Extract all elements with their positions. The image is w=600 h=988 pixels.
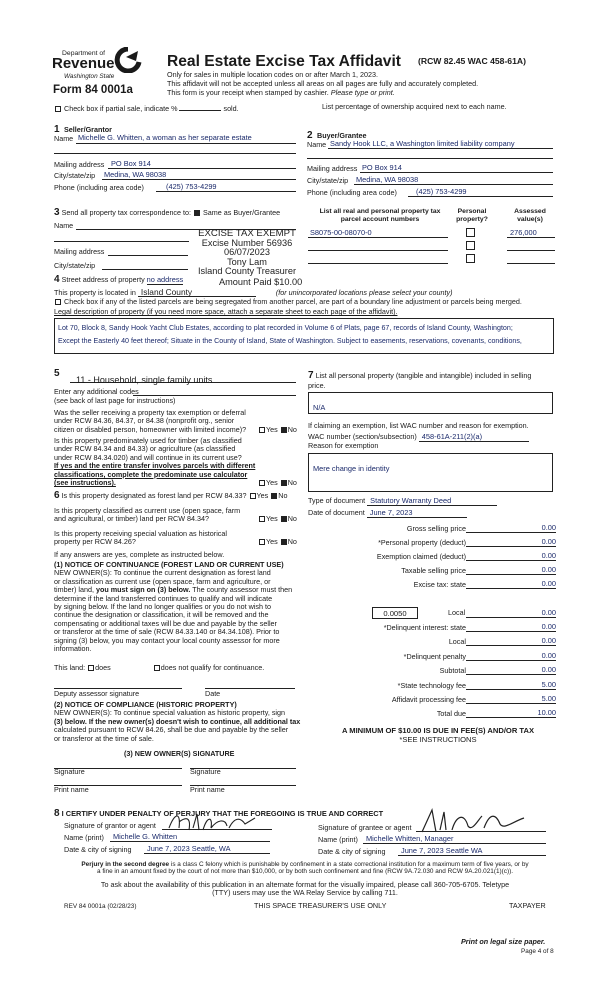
fee-exemption-label: Exemption claimed (deduct) [376,552,466,561]
n2-line1: NEW OWNER(S): To continue special valuation as historic property, sign [54,708,286,718]
county-label: This property is located in [54,288,136,297]
q-timber-answer [258,479,297,487]
n2-line2: (3) below. If the new owner(s) doesn't wish to continue, all additional tax [54,716,301,726]
seller-mail-label: Mailing address [54,160,105,169]
n1-line10: information. [54,644,92,654]
q-timber-3: under RCW 84.34.020) and will continue in its current use? [54,452,242,462]
dept-line3: Washington State [64,73,115,80]
parcels-col2 [450,208,494,224]
fee-personal-line [466,546,556,547]
stamp-line2: Excise Number 56936 [201,237,293,248]
partial-sale-checkbox[interactable] [55,106,61,112]
segregated-label: Check box if any of the listed parcels are being segregated from another parcel, are part of a boundary line adjustment or parcels being merged. [64,297,522,306]
subtitle-3b: Please type or print. [330,88,395,97]
fee-delinq-int-local-value[interactable]: 0.00 [541,636,556,645]
deputy-sig-label: Deputy assessor signature [54,689,140,698]
grantee-date-label: Date & city of signing [318,847,386,856]
q-timber-no-label: No [287,478,297,487]
q-historic-answer [258,538,297,546]
fee-tech-value[interactable]: 5.00 [541,680,556,689]
section8-num: 8 [54,808,60,819]
section3-text: Send all property tax correspondence to: [61,208,192,217]
seller-city-line [102,179,296,180]
section3-mail-label: Mailing address [54,247,105,256]
q-exemption-no-checkbox[interactable] [281,427,287,433]
new-owner-sig-label-2: Signature [190,767,221,776]
stamp-line6: Amount Paid $10.00 [219,277,303,287]
stamp-line5: Island County Treasurer [197,266,297,277]
q-historic-2: property per RCW 84.26? [54,537,136,547]
section7-text2: price. [308,381,326,390]
buyer-mail-label: Mailing address [307,164,358,173]
reason-label: Reason for exemption [308,441,379,450]
grantee-name-line [363,843,546,844]
subtitle-1: Only for sales in multiple location codes on or after March 1, 2023. [167,70,378,79]
same-as-buyer-label: Same as Buyer/Grantee [203,208,281,217]
q-timber-6: (see instructions). [54,478,116,488]
fee-personal-value[interactable]: 0.00 [541,537,556,546]
q-exemption [54,409,246,434]
fee-subtotal-value[interactable]: 0.00 [541,665,556,674]
alt-format-notice [40,881,570,898]
q-forest-label: Is this property designated as forest land per RCW 84.33? [61,491,247,500]
legal-line-2: Except the Easterly 40 feet thereof; Situate in the County of Island, State of Washington. Subject to easements, reservations, covenants, conditions, [58,337,522,345]
q-timber-yes-checkbox[interactable] [259,480,265,486]
parcels-col2-b: property? [456,216,488,223]
buyer-name-line [328,148,553,149]
rcw-reference: (RCW 82.45 WAC 458-61A) [418,56,526,66]
street-row [54,276,183,284]
fee-gross-line [466,532,556,533]
answers-note: If any answers are yes, complete as instructed below. [54,550,225,559]
value-line-1 [507,237,555,238]
seller-city-field[interactable]: Medina, WA 98038 [104,170,167,179]
n1-title: (1) NOTICE OF CONTINUANCE (FOREST LAND OR CURRENT USE) [54,560,284,569]
fee-delinq-penalty-label: *Delinquent penalty [403,652,466,661]
q-timber-yes-label: Yes [266,478,278,487]
fee-tech-label: *State technology fee [397,681,466,690]
seller-phone-field[interactable]: (425) 753-4299 [166,182,217,191]
q-timber-5: classifications, complete the predominate use calculator [54,469,248,479]
q-historic [54,530,227,547]
q-forest-yes-label: Yes [256,491,269,500]
fee-total-value[interactable]: 10.00 [537,708,556,717]
value-line-3 [507,263,555,264]
reason-field[interactable] [308,453,553,492]
q-historic-1: Is this property receiving special valuation as historical [54,529,227,538]
stamp-line3: 06/07/2023 [224,247,270,258]
n2-line4: or transferor at the time of sale. [54,733,154,743]
q-exemption-no-label: No [287,425,297,434]
local-rate-field[interactable] [372,607,418,619]
fee-excise-state-value[interactable]: 0.00 [541,579,556,588]
buyer-phone-label: Phone (including area code) [307,188,397,197]
section3-mail-line [108,255,188,256]
seller-heading-label: Seller/Grantor [64,125,112,134]
wac-value: 458-61A-211(2)(a) [421,432,483,441]
excise-stamp [192,229,302,277]
county-note: (for unincorporated locations please select your county) [275,288,453,297]
grantor-signature [165,808,260,834]
q-historic-no-checkbox[interactable] [281,539,287,545]
buyer-heading-num: 2 [307,130,313,141]
seller-name-line2 [54,153,296,154]
n1-line3b: you must sign on (3) below. [95,585,191,595]
buyer-city-line [354,184,553,185]
partial-sale-percent-field[interactable] [179,103,221,111]
grantor-date-line [144,853,270,854]
fee-excise-local-label: Local [448,608,466,617]
fee-taxable-label: Taxable selling price [401,566,466,575]
fee-delinq-int-state-line [466,631,556,632]
minimum-due-1: A MINIMUM OF $10.00 IS DUE IN FEE(S) AND/OR TAX [341,726,535,735]
subtitle-2: This affidavit will not be accepted unless all areas on all pages are fully and accurately completed. [167,79,479,88]
section7-heading [308,372,531,380]
buyer-mail-line [360,172,553,173]
parcel-line-1 [308,237,448,238]
grantee-name-label: Name (print) [318,835,358,844]
land-label: This land: [54,663,86,672]
doc-date-value: June 7, 2023 [369,508,413,517]
n1-line4: determine if the land transferred continues to qualify and will indicate [54,593,273,603]
q-historic-no-label: No [287,537,297,546]
n1-line3c: The county assessor must then [192,585,293,595]
q-current-use-no-label: No [287,514,297,523]
n1-line5: by signing below. If the land no longer qualifies or you do not wish to [54,602,271,612]
q-exemption-1: Was the seller receiving a property tax exemption or deferral [54,408,246,417]
section7-num: 7 [308,370,314,381]
q-current-use [54,507,240,524]
fee-excise-local-value[interactable]: 0.00 [541,608,556,617]
fee-exemption-line [466,560,556,561]
section3-name-line2 [54,241,189,242]
q-exemption-3: citizen or disabled person, homeowner with limited income)? [54,424,247,434]
grantor-name-field[interactable]: Michelle G. Whitten [113,832,178,841]
q-forest-no-checkbox[interactable] [271,493,277,499]
form-number: Form 84 0001a [53,84,133,96]
buyer-name-line2 [307,158,553,159]
legal-description-field[interactable] [54,318,554,354]
land-does-checkbox[interactable] [88,665,94,671]
fee-total-label: Total due [436,709,466,718]
personal-property-value: N/A [313,403,326,412]
fee-excise-state-label: Excise tax: state [413,580,466,589]
grantee-signature [418,806,528,836]
form-revision: REV 84 0001a (02/28/23) [64,903,137,910]
parcel-number-1[interactable]: S8075-00-08070-0 [310,228,372,237]
grantee-name-field[interactable]: Michelle Whitten, Manager [366,834,454,843]
q-timber-2: under RCW 84.34 and 84.33) or agriculture (as classified [54,444,236,454]
value-line-2 [507,250,555,251]
buyer-city-field[interactable]: Medina, WA 98038 [356,175,419,184]
treasurer-use-only: THIS SPACE TREASURER'S USE ONLY [254,901,387,910]
wac-field[interactable] [419,433,529,442]
street-field[interactable]: no address [146,275,184,284]
subtitle-3 [167,89,395,97]
fee-total-line [466,717,556,718]
parcels-col3 [505,208,555,224]
n1-line6: continue the designation or classification, it will be removed and the [54,610,269,620]
fee-delinq-penalty-value[interactable]: 0.00 [541,651,556,660]
fee-delinq-int-local-line [466,645,556,646]
fee-subtotal-line [466,674,556,675]
seller-name-label: Name [54,134,74,143]
section3-city-line [102,269,188,270]
legal-size-note: Print on legal size paper. [461,937,546,946]
q-forest-yes-checkbox[interactable] [250,493,256,499]
q-forest-no-label: No [278,491,288,500]
segregated-checkbox[interactable] [55,299,61,305]
q-historic-yes-checkbox[interactable] [259,539,265,545]
partial-sale-row [54,103,239,113]
wac-label: WAC number (section/subsection) [308,432,417,441]
parcels-col1-b: parcel account numbers [340,216,420,223]
q-historic-yes-label: Yes [266,537,278,546]
n2-title: (2) NOTICE OF COMPLIANCE (HISTORIC PROPERTY) [54,700,237,709]
parcels-col1-a: List all real and personal property tax [319,208,441,215]
new-owner-sig-label-1: Signature [54,767,85,776]
doc-type-label: Type of document [308,496,366,505]
perjury-bold: Perjury in the second degree [81,861,170,868]
stamp-line4: Tony Lam [227,256,267,267]
section3-city-label: City/state/zip [54,261,96,270]
dept-line1: Department of [62,50,106,57]
county-field[interactable] [138,288,256,297]
q-current-use-yes-checkbox[interactable] [259,516,265,522]
segregated-row [54,298,522,306]
subtitle-3a: This form is your receipt when stamped by cashier. [167,88,329,97]
land-qualify-row [54,664,264,672]
use-code-field[interactable] [70,370,296,383]
parcels-col3-b: value(s) [517,216,543,223]
assessed-value-1[interactable]: 276,000 [510,228,537,237]
county-row [54,288,453,297]
minimum-due-2: *SEE INSTRUCTIONS [399,735,477,744]
use-code-value: 11 - Household, single family units [76,375,213,385]
section7-text1: List all personal property (tangible and intangible) included in selling [315,371,532,380]
same-as-buyer-checkbox[interactable] [194,210,200,216]
fee-personal-label: *Personal property (deduct) [378,538,466,547]
buyer-phone-field[interactable]: (425) 753-4299 [416,187,467,196]
legal-line-1: Lot 70, Block 8, Sandy Hook Yacht Club Estates, according to plat recorded in Volume 6 of Plats, page 67, records of Island County, Washington; [58,324,513,332]
buyer-city-label: City/state/zip [307,176,349,185]
seller-phone-label: Phone (including area code) [54,183,144,192]
dor-logo-icon [114,47,142,73]
additional-codes-note: (see back of last page for instructions) [54,396,176,405]
taxpayer-copy: TAXPAYER [509,901,546,910]
fee-delinq-int-local-label: Local [448,637,466,646]
section3-name-label: Name [54,221,74,230]
q-timber-1: Is this property predominately used for timber (as classified [54,436,242,445]
fee-delinq-int-state-value[interactable]: 0.00 [541,622,556,631]
section3-num: 3 [54,207,60,218]
notice-compliance [54,701,300,743]
fee-gross-value[interactable]: 0.00 [541,523,556,532]
grantor-sig-label: Signature of grantor or agent [64,821,156,830]
n1-line3a: timber) land, [54,585,94,595]
n1-line8: or transferor at the time of sale (RCW 84.33.140 or 84.34.108). Prior to [54,627,280,637]
fee-gross-label: Gross selling price [406,524,466,533]
land-does-label: does [95,663,111,672]
n1-line9: signing (3) below, you may contact your local county assessor for more [54,635,280,645]
personal-property-checkbox-3[interactable] [466,254,475,263]
alt-format-line1: To ask about the availability of this publication in an alternate format for the visually impaired, please call 360-705-6705. Teletype [100,880,510,889]
doc-date-label: Date of document [308,508,365,517]
street-label: Street address of property [61,275,145,284]
fee-excise-local-line [466,617,556,618]
page-title: Real Estate Excise Tax Affidavit [167,53,402,70]
reason-value: Mere change in identity [313,464,390,473]
doc-type-row [308,497,497,506]
q-current-use-1: Is this property classified as current use (open space, farm [54,506,241,515]
doc-type-field[interactable] [367,497,497,506]
perjury-line1 [40,861,570,868]
partial-sale-sold: sold. [223,104,239,113]
dept-line2: Revenue [52,55,115,72]
fee-subtotal-label: Subtotal [439,666,466,675]
new-owner-print-label-2: Print name [190,785,225,794]
q-exemption-yes-checkbox[interactable] [259,427,265,433]
dor-logo [54,47,154,85]
doc-date-field[interactable] [367,509,467,518]
grantor-date-field[interactable]: June 7, 2023 Seattle, WA [147,844,231,853]
land-not-qualify-label: does not qualify for continuance. [160,663,265,672]
q-exemption-yes-label: Yes [266,425,278,434]
local-rate-value: 0.0050 [383,609,407,618]
minimum-due-note [318,726,558,744]
fee-excise-state-line [466,588,556,589]
q-forest [54,492,287,500]
seller-heading-num: 1 [54,124,60,135]
section6-num: 6 [54,490,60,501]
fee-processing-line [466,703,556,704]
q-exemption-2: under RCW 84.36, 84.37, or 84.38 (nonprofit org., senior [54,416,235,426]
grantee-sig-label: Signature of grantee or agent [318,823,412,832]
notice-continuance [54,561,304,653]
buyer-name-field[interactable]: Sandy Hook LLC, a Washington limited liability company [330,139,515,148]
q-current-use-yes-label: Yes [266,514,278,523]
certify-text: I CERTIFY UNDER PENALTY OF PERJURY THAT THE FOREGOING IS TRUE AND CORRECT [61,809,384,818]
seller-name-line [76,143,296,144]
alt-format-line2: (TTY) users may use the WA Relay Service by calling 711. [212,888,398,898]
parcel-line-2 [308,250,448,251]
parcels-col3-a: Assessed [514,208,546,215]
deputy-date-label: Date [205,689,221,698]
county-value: Island County [140,287,193,297]
section3-heading [54,209,280,217]
q-current-use-answer [258,515,297,523]
q-timber-no-checkbox[interactable] [281,480,287,486]
exemption-text: If claiming an exemption, list WAC number and reason for exemption. [308,421,529,430]
seller-phone-line [156,191,296,192]
seller-name-field[interactable]: Michelle G. Whitten, a woman as her separate estate [78,133,252,142]
q-current-use-2: and agricultural, or timber) land per RCW 84.34? [54,514,210,524]
section5-num: 5 [54,368,60,379]
personal-property-checkbox-1[interactable] [466,228,475,237]
ownership-note: List percentage of ownership acquired next to each name. [322,102,507,111]
buyer-name-label: Name [307,140,327,149]
q-exemption-answer [258,426,297,434]
grantee-date-field[interactable]: June 7, 2023 Seattle WA [401,846,483,855]
grantor-name-line [110,841,270,842]
n1-line7: compensating or additional taxes will be due and payable by the seller [54,618,277,628]
n1-line1: NEW OWNER(S): To continue the current designation as forest land [54,568,271,578]
n2-line3: calculated pursuant to RCW 84.26, shall be due and payable by the seller [54,725,289,735]
parcels-col1 [310,208,450,224]
fee-delinq-penalty-line [466,660,556,661]
perjury-text1: is a class C felony which is punishable by confinement in a state correctional institution for a maximum term of five years, or by [170,861,529,868]
section4-num: 4 [54,274,60,285]
legal-description-label: Legal description of property (if you need more space, attach a separate sheet to each page of the affidavit). [54,307,398,316]
fee-delinq-int-state-label: *Delinquent interest: state [383,623,466,632]
doc-date-row [308,509,467,518]
n3-title: (3) NEW OWNER(S) SIGNATURE [124,749,235,758]
grantor-date-label: Date & city of signing [64,845,132,854]
perjury-line2: a fine in an amount fixed by the court of not more than $10,000, or by both such confinement and fine (RCW 9A.72.030 and RCW 9A.20.021(1)(c)). [97,868,513,876]
new-owner-print-label-1: Print name [54,785,89,794]
fee-taxable-line [466,574,556,575]
q-timber [54,437,255,487]
personal-property-field[interactable] [308,392,553,414]
parcels-col2-a: Personal [457,208,487,215]
buyer-phone-line [408,196,553,197]
grantee-date-line [398,855,546,856]
personal-property-checkbox-2[interactable] [466,241,475,250]
fee-processing-value[interactable]: 5.00 [541,694,556,703]
seller-mail-field[interactable]: PO Box 914 [111,159,151,168]
buyer-mail-field[interactable]: PO Box 914 [362,163,402,172]
doc-type-value: Statutory Warranty Deed [370,496,452,505]
fee-processing-label: Affidavit processing fee [391,695,466,704]
q-timber-4: If yes and the entire transfer involves parcels with different [54,461,256,471]
seller-city-label: City/state/zip [54,171,96,180]
partial-sale-label: Check box if partial sale, indicate % [64,104,178,113]
seller-mail-line [108,168,296,169]
n1-line2: or classification as current use (open space, farm and agriculture, or [54,576,271,586]
perjury-notice [40,861,570,876]
fee-taxable-value[interactable]: 0.00 [541,565,556,574]
additional-codes-label: Enter any additional codes [54,387,139,396]
buyer-heading-label: Buyer/Grantee [317,131,367,140]
grantor-name-label: Name (print) [64,833,104,842]
fee-exemption-value[interactable]: 0.00 [541,551,556,560]
page-number: Page 4 of 8 [521,948,554,955]
q-current-use-no-checkbox[interactable] [281,516,287,522]
parcel-line-3 [308,263,448,264]
land-not-qualify-checkbox[interactable] [154,665,160,671]
stamp-line1: EXCISE TAX EXEMPT [198,228,296,239]
fee-tech-line [466,689,556,690]
